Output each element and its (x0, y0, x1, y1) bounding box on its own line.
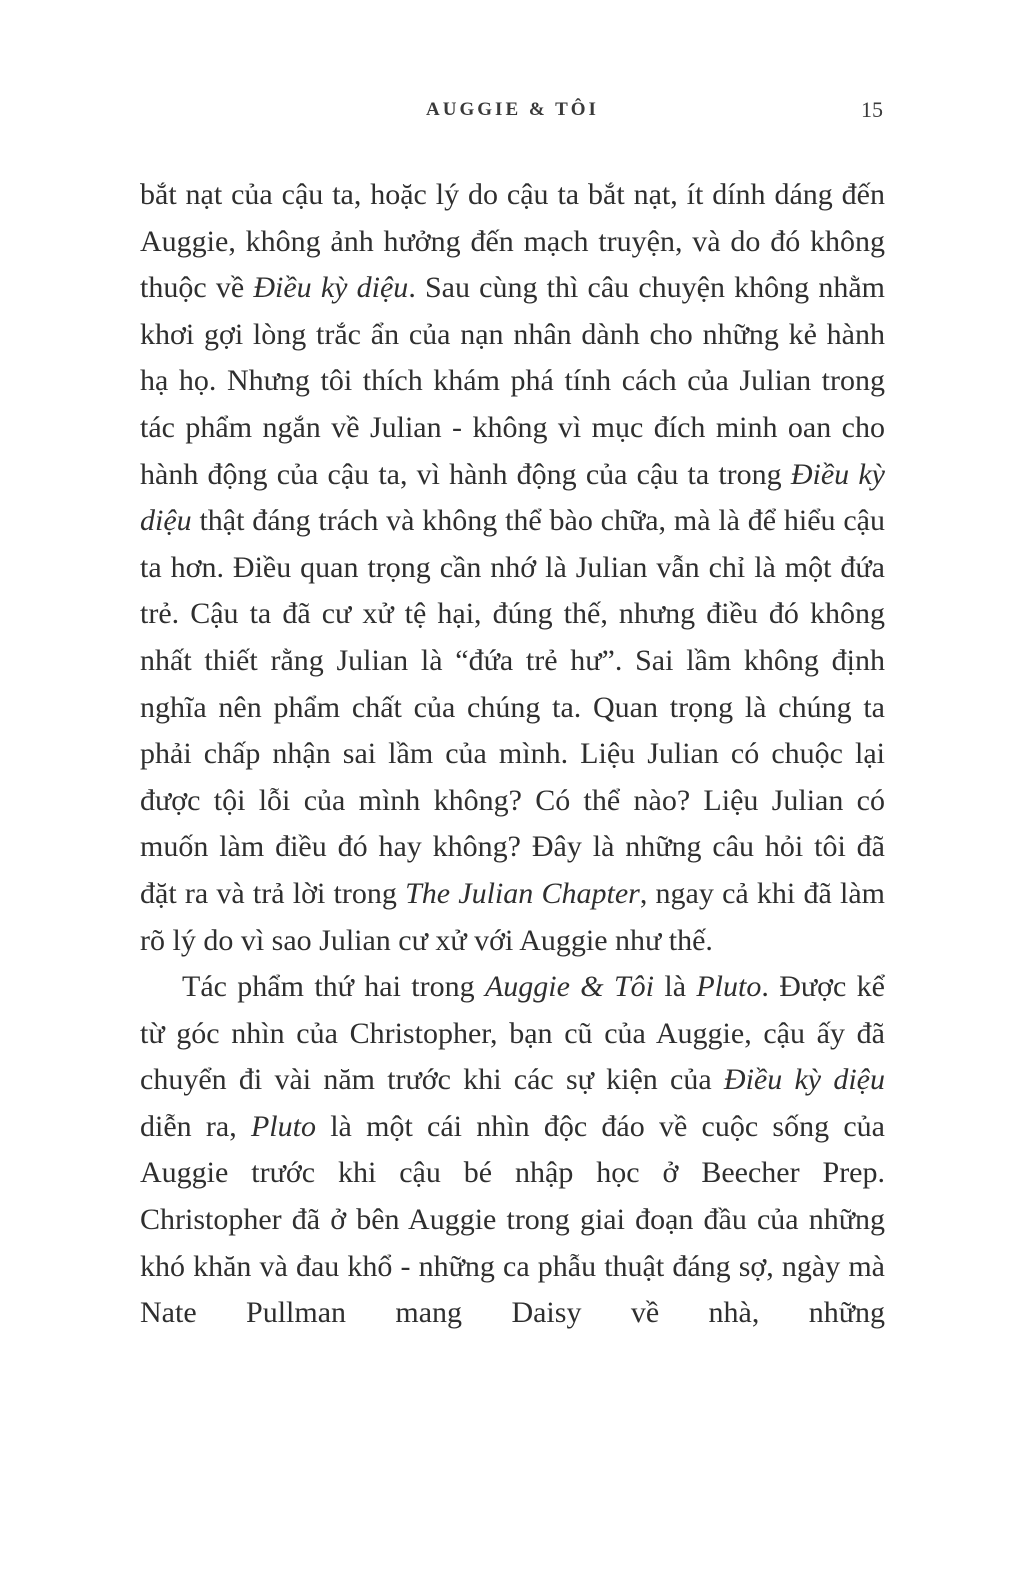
paragraph-1 (140, 172, 885, 964)
text-run: là (654, 970, 697, 1004)
book-title-italic: Điều kỳ diệu (723, 1063, 885, 1097)
text-run: . Sau cùng thì câu chuyện không nhằm khơi gợi lòng trắc ẩn của nạn nhân dành cho những kẻ hành hạ họ. Nhưng tôi thích khám phá tính cách của Julian trong tác phẩm ngắn về Julian - không vì mục đích minh oan cho hành động của cậu ta, vì hành động của cậu ta trong (140, 271, 885, 491)
body-text (140, 172, 885, 1337)
book-title-italic: Auggie & Tôi (484, 970, 654, 1004)
book-title-italic: Pluto (250, 1109, 316, 1143)
text-run: diễn ra, (140, 1109, 251, 1143)
page-header (140, 97, 885, 129)
text-run: . Được kể từ góc nhìn của Christopher, bạn cũ của Auggie, cậu ấy đã chuyển đi vài năm trước khi các sự kiện của (140, 970, 885, 1097)
book-title-italic: The Julian Chapter (405, 876, 640, 910)
book-title-italic: Điều kỳ diệu (140, 457, 885, 538)
paragraph-2 (140, 964, 885, 1337)
book-title-italic: Điều kỳ diệu (253, 271, 409, 305)
text-run: là một cái nhìn độc đáo về cuộc sống của Auggie trước khi cậu bé nhập học ở Beecher Prep. Christopher đã ở bên Auggie trong giai đoạn đầu của những khó khăn và đau khổ - những ca phẫu thuật đáng sợ, ngày mà Nate Pullman mang Daisy về nhà, những (140, 1109, 885, 1330)
text-run: thật đáng trách và không thể bào chữa, mà là để hiểu cậu ta hơn. Điều quan trọng cần nhớ là Julian vẫn chỉ là một đứa trẻ. Cậu ta đã cư xử tệ hại, đúng thế, nhưng điều đó không nhất thiết rằng Julian là “đứa trẻ hư”. Sai lầm không định nghĩa nên phẩm chất của chúng ta. Quan trọng là chúng ta phải chấp nhận sai lầm của mình. Liệu Julian có chuộc lại được tội lỗi của mình không? Có thể nào? Liệu Julian có muốn làm điều đó hay không? Đây là những câu hỏi tôi đã đặt ra và trả lời trong (140, 504, 885, 910)
text-run: , ngay cả khi đã làm rõ lý do vì sao Julian cư xử với Auggie như thế. (140, 876, 885, 957)
running-title: AUGGIE & TÔI (426, 99, 599, 120)
text-run: Tác phẩm thứ hai trong (182, 970, 485, 1004)
page-number: 15 (861, 97, 883, 122)
text-run: bắt nạt của cậu ta, hoặc lý do cậu ta bắt nạt, ít dính dáng đến Auggie, không ảnh hưởng đến mạch truyện, và do đó không thuộc về (140, 178, 885, 305)
book-title-italic: Pluto (696, 970, 762, 1004)
